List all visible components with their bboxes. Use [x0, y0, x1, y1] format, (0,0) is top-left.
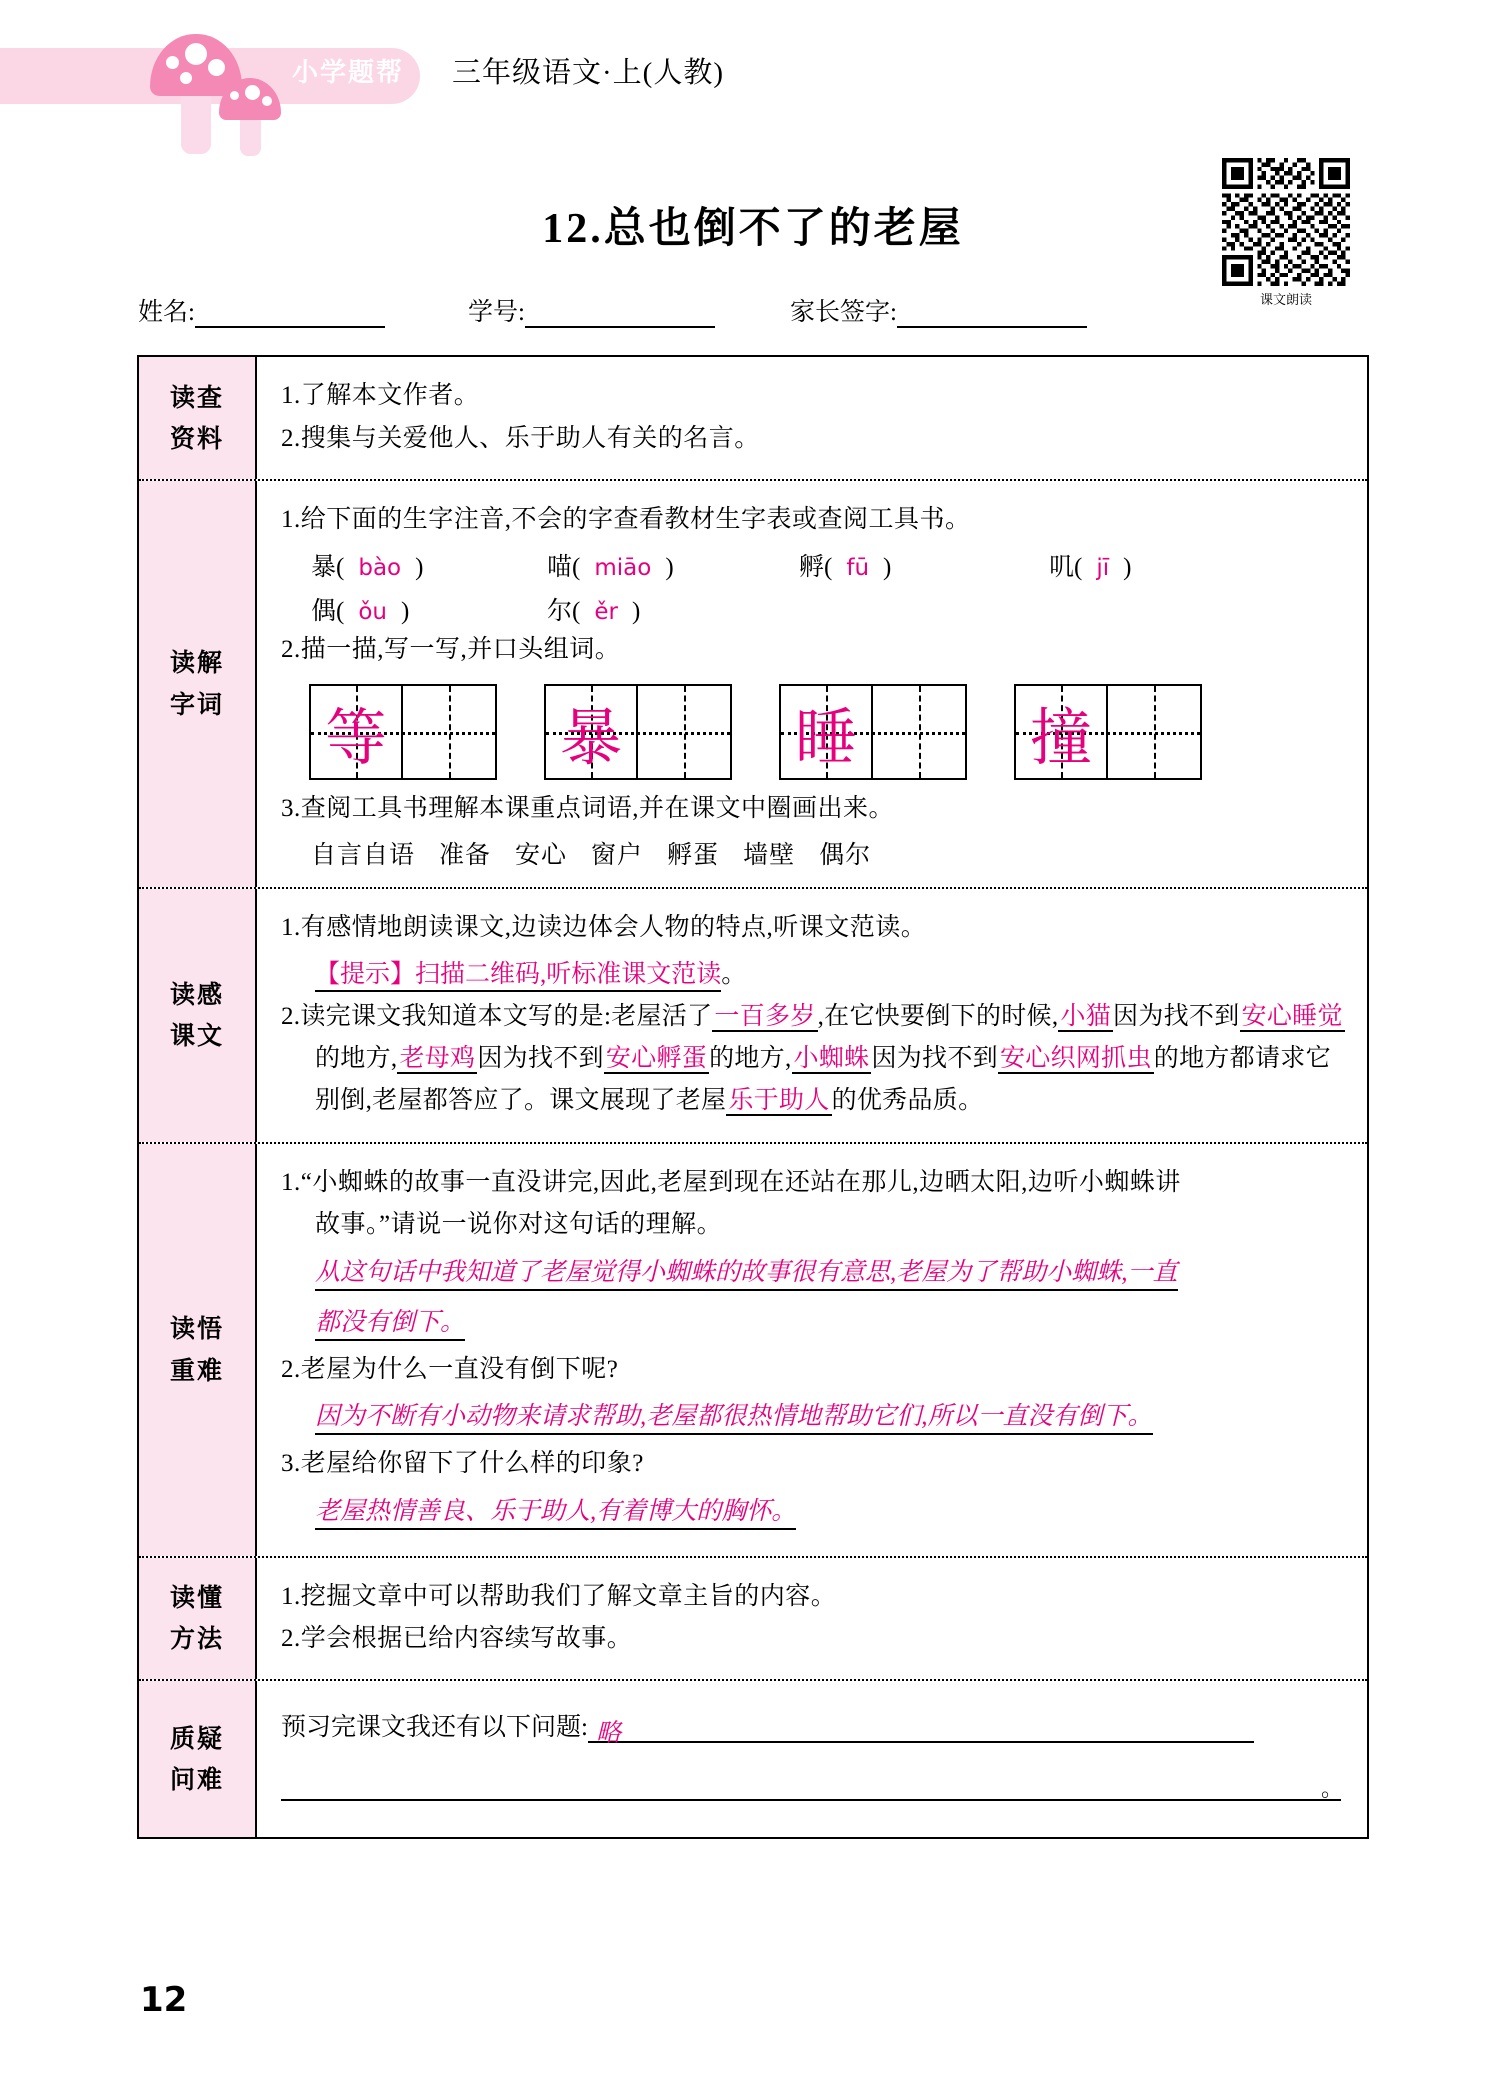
answer-text: 老屋热情善良、乐于助人,有着博大的胸怀。	[315, 1498, 796, 1530]
pinyin-answer: ǒu	[358, 599, 387, 626]
question-prompt: 预习完课文我还有以下问题:	[281, 1714, 588, 1741]
student-id-input-blank[interactable]	[525, 300, 715, 328]
practice-character: 撞	[1030, 700, 1093, 774]
section-row-reading-research	[139, 357, 1367, 481]
fill-in-static-text: 2.读完课文我知道本文写的是:老屋活了	[281, 1002, 713, 1030]
fill-in-static-text: 因为找不到	[1113, 1002, 1240, 1030]
section-label-reading-research	[139, 357, 257, 479]
pinyin-answer: ěr	[594, 599, 618, 626]
hint-period: 。	[721, 960, 747, 988]
keyword: 窗户	[591, 841, 644, 869]
cat-line: 读懂	[169, 1583, 224, 1612]
student-answer-cont[interactable]	[281, 1301, 1345, 1345]
fill-in-answer[interactable]: 安心孵蛋	[605, 1044, 708, 1072]
student-id-field[interactable]	[468, 292, 715, 328]
section-row-vocabulary	[139, 481, 1367, 889]
pinyin-row-2	[281, 591, 1345, 627]
pinyin-entry[interactable]: 偶( ǒu )	[311, 598, 410, 626]
task-item: 1.挖掘文章中可以帮助我们了解文章主旨的内容。	[281, 1582, 837, 1610]
fill-in-static-text: 的优秀品质。	[831, 1086, 984, 1114]
answer-text: 都没有倒下。	[315, 1309, 465, 1341]
section-body-vocabulary	[257, 481, 1367, 887]
subject-line: 三年级语文·上(人教)	[452, 57, 724, 89]
page-title: 12.总也倒不了的老屋	[542, 206, 964, 252]
cat-line: 读悟	[169, 1314, 224, 1344]
section-row-questions	[139, 1681, 1367, 1837]
task-item: 2.学会根据已给内容续写故事。	[281, 1625, 633, 1653]
page-number: 12	[140, 1980, 188, 2020]
cat-line: 重难	[169, 1355, 224, 1385]
section-body-questions	[257, 1681, 1367, 1837]
qr-caption: 课文朗读	[1259, 292, 1312, 307]
student-answer[interactable]	[281, 1395, 1345, 1439]
worksheet-table	[137, 355, 1369, 1839]
answer-text: 因为不断有小动物来请求帮助,老屋都很热情地帮助它们,所以一直没有倒下。	[315, 1403, 1153, 1435]
pinyin-char: 尔	[547, 598, 573, 626]
character-practice-grid	[281, 684, 1345, 780]
brand-name: 小学题帮	[292, 58, 405, 88]
end-period: 。	[1320, 1776, 1343, 1801]
task-item: 2.描一描,写一写,并口头组词。	[281, 636, 621, 664]
pinyin-entry[interactable]: 尔( ěr )	[547, 598, 641, 626]
pinyin-char: 叽	[1049, 554, 1075, 582]
hint-line	[281, 954, 1345, 990]
mushroom-stem-large-icon	[181, 92, 211, 154]
question-answer-blank[interactable]	[588, 1713, 1254, 1747]
task-item: 2.搜集与关爱他人、乐于助人有关的名言。	[281, 424, 760, 452]
fill-in-static-text: 的地方都请求它别倒,老屋都答应了。课文展现了老屋	[315, 1044, 1331, 1114]
tianzige-box[interactable]	[1014, 684, 1202, 780]
keyword: 准备	[439, 841, 492, 869]
pinyin-entry[interactable]: 喵( miāo )	[547, 554, 674, 582]
keyword: 孵蛋	[667, 841, 720, 869]
hint-text: 【提示】扫描二维码,听标准课文范读	[315, 961, 721, 992]
tianzige-box[interactable]	[779, 684, 967, 780]
question-answer-blank-2[interactable]	[281, 1765, 1341, 1801]
fill-in-static-text: 的地方,	[709, 1044, 792, 1072]
pinyin-entry[interactable]: 孵( fū )	[799, 554, 892, 582]
fill-in-static-text: 因为找不到	[871, 1044, 998, 1072]
section-label-text-comprehension	[139, 889, 257, 1142]
parent-signature-field[interactable]	[790, 292, 1087, 328]
fill-in-answer[interactable]: 小蜘蛛	[793, 1044, 870, 1072]
pinyin-answer: fū	[846, 555, 870, 582]
name-field[interactable]	[138, 292, 385, 328]
fill-in-answer[interactable]: 老母鸡	[399, 1044, 476, 1072]
student-info-row	[128, 292, 1378, 332]
pinyin-char: 偶	[311, 598, 337, 626]
fill-in-static-text: 因为找不到	[477, 1044, 604, 1072]
task-item: 2.老屋为什么一直没有倒下呢?	[281, 1355, 619, 1383]
cat-line: 问难	[169, 1765, 224, 1794]
student-id-label: 学号:	[468, 299, 525, 326]
task-item-cont: 故事。”请说一说你对这句话的理解。	[315, 1211, 723, 1239]
pinyin-answer: bào	[358, 555, 402, 582]
cat-line: 读查	[169, 382, 224, 412]
parent-signature-label: 家长签字:	[790, 299, 897, 326]
fill-in-answer[interactable]: 小猫	[1060, 1002, 1112, 1030]
parent-signature-input-blank[interactable]	[897, 300, 1087, 328]
keyword: 偶尔	[819, 841, 872, 869]
mushroom-stem-small-icon	[240, 116, 261, 156]
task-item: 1.“小蜘蛛的故事一直没讲完,因此,老屋到现在还站在那儿,边晒太阳,边听小蜘蛛讲	[281, 1168, 1181, 1196]
fill-in-answer[interactable]: 乐于助人	[728, 1086, 830, 1114]
qr-code-icon[interactable]	[1222, 158, 1350, 286]
pinyin-char: 喵	[547, 554, 573, 582]
section-row-methods	[139, 1558, 1367, 1682]
section-row-key-points	[139, 1144, 1367, 1558]
pinyin-entry[interactable]: 暴( bào )	[311, 554, 424, 582]
cat-line: 读解	[169, 648, 224, 678]
fill-in-answer[interactable]: 安心睡觉	[1241, 1002, 1343, 1030]
fill-in-static-text: ,在它快要倒下的时候,	[817, 1002, 1059, 1030]
pinyin-answer: jī	[1096, 555, 1110, 582]
keyword: 自言自语	[311, 841, 416, 869]
practice-character: 睡	[795, 700, 858, 774]
answer-text: 从这句话中我知道了老屋觉得小蜘蛛的故事很有意思,老屋为了帮助小蜘蛛,一直	[315, 1259, 1178, 1291]
pinyin-row-1	[281, 547, 1345, 583]
keyword: 安心	[515, 841, 568, 869]
cat-line: 课文	[169, 1021, 224, 1051]
pinyin-answer: miāo	[594, 555, 652, 582]
task-item: 1.给下面的生字注音,不会的字查看教材生字表或查阅工具书。	[281, 505, 971, 533]
section-body-key-points	[257, 1144, 1367, 1556]
cat-line: 字词	[169, 689, 224, 719]
student-answer[interactable]	[281, 1251, 1345, 1295]
task-item: 1.了解本文作者。	[281, 382, 480, 409]
keyword-list	[281, 835, 1345, 871]
keyword: 墙壁	[743, 841, 796, 869]
task-item: 3.查阅工具书理解本课重点词语,并在课文中圈画出来。	[281, 795, 895, 822]
name-input-blank[interactable]	[195, 300, 385, 328]
task-item: 3.老屋给你留下了什么样的印象?	[281, 1450, 644, 1477]
pinyin-char: 暴	[311, 554, 337, 582]
fill-in-static-text: 的地方,	[315, 1044, 398, 1072]
tianzige-box[interactable]	[309, 684, 497, 780]
name-label: 姓名:	[138, 299, 195, 326]
cat-line: 资料	[169, 423, 224, 453]
pinyin-entry[interactable]: 叽( jī )	[1049, 554, 1132, 582]
section-body-reading-research	[257, 357, 1367, 479]
pinyin-char: 孵	[799, 554, 825, 582]
practice-character: 等	[325, 700, 388, 774]
section-label-vocabulary	[139, 481, 257, 887]
tianzige-box[interactable]	[544, 684, 732, 780]
section-body-text-comprehension	[257, 889, 1367, 1142]
section-label-methods	[139, 1558, 257, 1680]
section-row-text-comprehension	[139, 889, 1367, 1144]
section-body-methods	[257, 1558, 1367, 1680]
fill-in-answer[interactable]: 安心织网抓虫	[999, 1044, 1152, 1072]
cat-line: 方法	[169, 1624, 224, 1654]
section-label-key-points	[139, 1144, 257, 1556]
fill-in-paragraph	[281, 996, 1345, 1122]
question-prompt-row	[281, 1707, 1345, 1747]
fill-in-answer[interactable]: 一百多岁	[714, 1002, 816, 1030]
practice-character: 暴	[560, 700, 623, 774]
cat-line: 读感	[169, 979, 224, 1009]
question-answer: 略	[595, 1720, 621, 1747]
student-answer[interactable]	[281, 1490, 1345, 1534]
cat-line: 质疑	[169, 1723, 224, 1753]
task-item: 1.有感情地朗读课文,边读边体会人物的特点,听课文范读。	[281, 913, 927, 941]
section-label-questions	[139, 1681, 257, 1837]
